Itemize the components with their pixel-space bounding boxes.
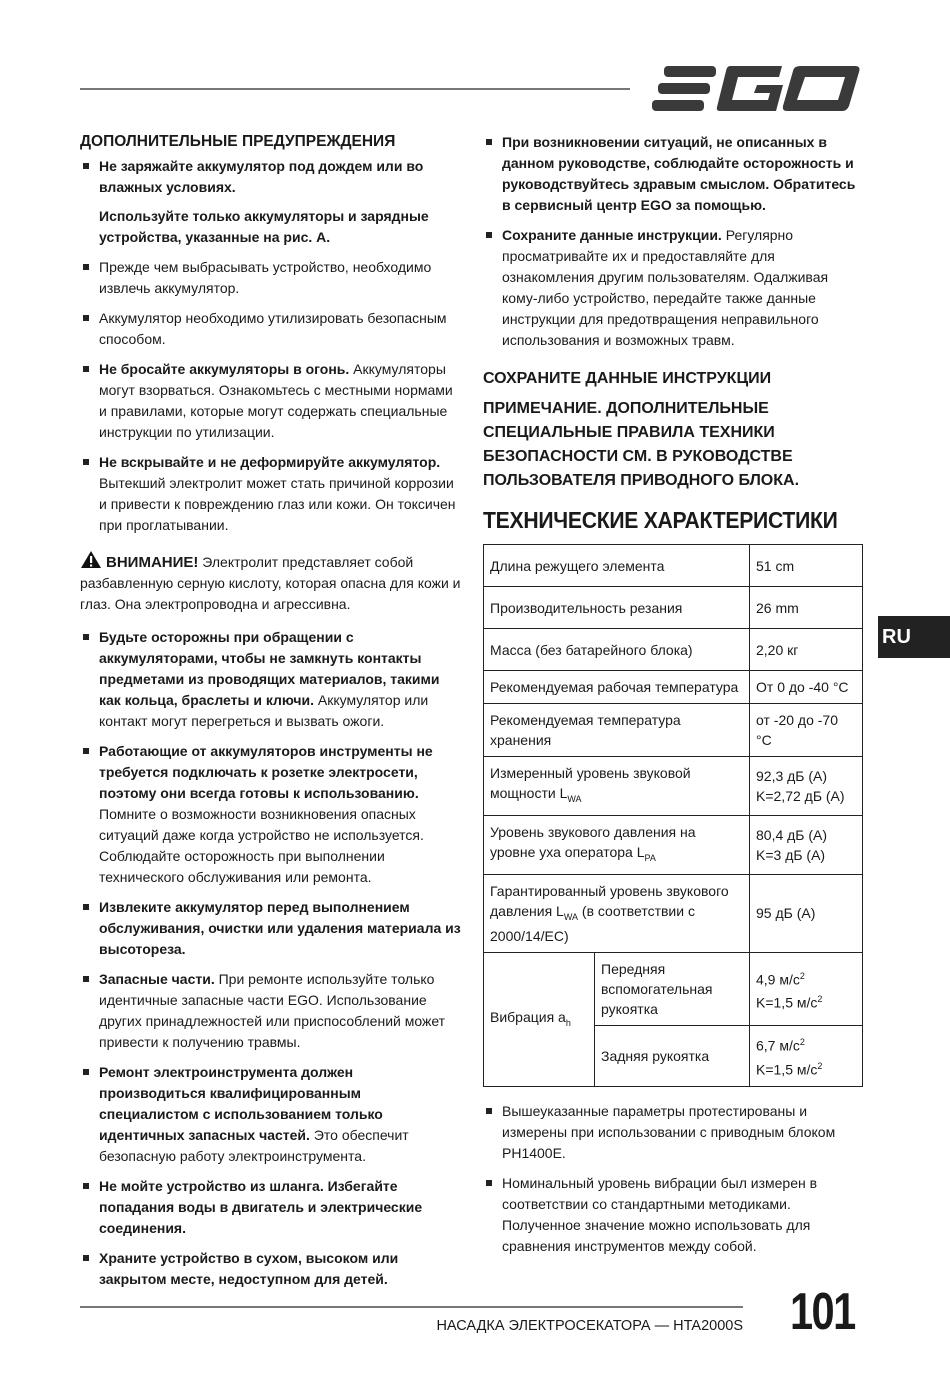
item-text: Аккумулятор необходимо утилизировать безопасным способом.: [99, 310, 447, 347]
bullet-icon: [83, 264, 89, 270]
bullet-icon: [486, 139, 492, 145]
bullet-icon: [83, 976, 89, 982]
bullet-icon: [83, 1255, 89, 1261]
table-row: [484, 587, 863, 629]
spec-value: [750, 757, 863, 816]
spec-label: [484, 757, 750, 816]
list-item: [483, 1101, 863, 1164]
item-text: Аккумуляторы могут взорваться. Ознакомьтесь с местными нормами и правилами, которые могут содержать специальные инструкции по утилизации.: [99, 361, 453, 440]
spec-value-line: 4,9 м/с: [756, 971, 800, 988]
bullet-icon: [83, 366, 89, 372]
spec-superscript: 2: [817, 994, 823, 1005]
spec-label: Масса (без батарейного блока): [484, 629, 750, 671]
notes-list: [483, 1101, 863, 1257]
item-bold: Не вскрывайте и не деформируйте аккумулятор.: [99, 454, 441, 470]
item-text: При ремонте используйте только идентичные запасные части EGO. Использование других принадлежностей или приспособлений может привести к получению травмы.: [99, 971, 446, 1050]
item-bold: Запасные части.: [99, 971, 215, 987]
section-heading: ДОПОЛНИТЕЛЬНЫЕ ПРЕДУПРЕЖДЕНИЯ: [80, 133, 396, 150]
bullet-icon: [83, 634, 89, 640]
footer-title: НАСАДКА ЭЛЕКТРОСЕКАТОРА — HTA2000S: [436, 1318, 743, 1334]
item-bold: Не мойте устройство из шланга. Избегайте попадания воды в двигатель и электрические соединения.: [99, 1178, 423, 1236]
table-row: [484, 629, 863, 671]
list-item: [80, 308, 463, 350]
header-rule: [80, 88, 630, 90]
spec-label-text: (в соответствии с 2000/14/EC): [490, 902, 695, 945]
spec-label-text: Вибрация a: [490, 1008, 566, 1025]
spec-label: Рекомендуемая рабочая температура: [484, 671, 750, 704]
item-bold: Используйте только аккумуляторы и зарядные устройства, указанные на рис. A.: [99, 208, 429, 245]
spec-value-line: K=1,5 м/с: [756, 1061, 818, 1078]
save-instructions-title: СОХРАНИТЕ ДАННЫЕ ИНСТРУКЦИИ: [483, 370, 772, 387]
item-text: Вытекший электролит может стать причиной коррозии и привести к повреждению глаз или кожи. Он токсичен при проглатывании.: [99, 475, 456, 533]
item-bold: Будьте осторожны при обращении с аккумуляторами, чтобы не замкнуть контакты предметами из проводящих материалов, такими как кольца, браслеты и ключи.: [99, 629, 440, 708]
table-row: [484, 671, 863, 704]
spec-label-text: Измеренный уровень звуковой мощности L: [490, 765, 691, 801]
list-item: [483, 132, 863, 216]
bullet-icon: [486, 1180, 492, 1186]
spec-value: 2,20 кг: [750, 629, 863, 671]
list-item: [80, 969, 463, 1053]
list-item: [80, 452, 463, 536]
bullet-icon: [83, 904, 89, 910]
item-text: Номинальный уровень вибрации был измерен в соответствии со стандартными методиками. Полученное значение можно использовать для сравнения инструментов между собой.: [502, 1174, 818, 1254]
warning-block: [80, 550, 463, 615]
bullet-icon: [83, 1069, 89, 1075]
spec-value: 95 дБ (A): [750, 874, 863, 953]
warning-text: Электролит представляет собой разбавленную серную кислоту, которая опасна для кожи и глаз. Она электропроводна и агрессивна.: [80, 554, 461, 612]
spec-value: 26 mm: [750, 587, 863, 629]
list-item: [80, 1062, 463, 1167]
left-column: [80, 132, 463, 1299]
list-item: [80, 1176, 463, 1239]
warning-triangle-icon: [80, 550, 102, 569]
bullet-icon: [83, 459, 89, 465]
item-bold: Ремонт электроинструмента должен производиться квалифицированным специалистом с использованием только идентичных запасных частей.: [99, 1064, 383, 1143]
ego-logo: [652, 64, 862, 114]
spec-sublabel: Передняя вспомогательная рукоятка: [595, 953, 750, 1026]
spec-value-line: 80,4 дБ (A): [756, 826, 828, 843]
item-bold: Работающие от аккумуляторов инструменты не требуется подключать к розетке электросети, поэтому они всегда готовы к использованию.: [99, 743, 433, 801]
bullet-icon: [486, 1108, 492, 1114]
table-row: [484, 757, 863, 816]
spec-label: Рекомендуемая температура хранения: [484, 704, 750, 757]
spec-value-line: 92,3 дБ (A): [756, 767, 828, 784]
note-text: ПРИМЕЧАНИЕ. ДОПОЛНИТЕЛЬНЫЕ СПЕЦИАЛЬНЫЕ ПРАВИЛА ТЕХНИКИ БЕЗОПАСНОСТИ СМ. В РУКОВОДСТВЕ ПОЛЬЗОВАТЕЛЯ ПРИВОДНОГО БЛОКА.: [483, 400, 800, 489]
spec-subscript: WA: [563, 911, 579, 922]
warning-label: ВНИМАНИЕ!: [106, 554, 199, 571]
list-item: [80, 257, 463, 299]
bullet-icon: [83, 748, 89, 754]
spec-label: [484, 874, 750, 953]
spec-value: 51 cm: [750, 545, 863, 587]
spec-subscript: WA: [567, 793, 582, 804]
item-text: Это обеспечит безопасную работу электроинструмента.: [99, 1127, 409, 1164]
item-bold: Сохраните данные инструкции.: [502, 227, 722, 243]
table-row: [484, 953, 863, 1026]
spec-subscript: PA: [644, 852, 656, 863]
bullet-icon: [83, 163, 89, 169]
spec-label: Длина режущего элемента: [484, 545, 750, 587]
table-row: [484, 874, 863, 953]
spec-superscript: 2: [817, 1061, 823, 1072]
language-tab: RU: [878, 616, 950, 658]
list-item: [483, 1173, 863, 1257]
item-bold: Не бросайте аккумуляторы в огонь.: [99, 361, 350, 377]
table-row: [484, 545, 863, 587]
specs-title: ТЕХНИЧЕСКИЕ ХАРАКТЕРИСТИКИ: [483, 507, 838, 533]
item-bold: Извлеките аккумулятор перед выполнением обслуживания, очистки или удаления материала из высотореза.: [99, 899, 461, 957]
spec-superscript: 2: [799, 970, 805, 981]
item-text: Аккумулятор или контакт могут перегреться и вызвать ожоги.: [99, 692, 429, 729]
spec-sublabel: Задняя рукоятка: [595, 1026, 750, 1086]
spec-label-text: Уровень звукового давления на уровне уха оператора L: [490, 823, 696, 860]
list-item: [80, 1248, 463, 1290]
spec-value-line: K=2,72 дБ (A): [756, 787, 845, 804]
spec-value-line: K=3 дБ (A): [756, 846, 826, 863]
spec-superscript: 2: [799, 1037, 805, 1048]
list-item: [80, 741, 463, 888]
right-column: [483, 132, 863, 1266]
spec-value: [750, 1026, 863, 1086]
bullet-icon: [83, 315, 89, 321]
specs-table: [483, 544, 863, 1087]
spec-label: Производительность резания: [484, 587, 750, 629]
footer-rule: [80, 1306, 743, 1308]
list-item: [80, 897, 463, 960]
bullet-icon: [83, 1183, 89, 1189]
item-text: Вышеуказанные параметры протестированы и измерены при использовании с приводным блоком PH1400E.: [502, 1102, 836, 1161]
bullet-icon: [486, 232, 492, 238]
list-item: [80, 359, 463, 443]
spec-value: От 0 до -40 °C: [750, 671, 863, 704]
list-item: [80, 156, 463, 248]
spec-label: [484, 953, 595, 1086]
spec-value-line: K=1,5 м/с: [756, 995, 818, 1012]
item-text: Помните о возможности возникновения опасных ситуаций даже когда устройство не используется. Соблюдайте осторожность при выполнении технического обслуживания или ремонта.: [99, 806, 424, 885]
item-bold: Не заряжайте аккумулятор под дождем или во влажных условиях.: [99, 158, 424, 195]
spec-subscript: h: [565, 1017, 571, 1028]
table-row: [484, 704, 863, 757]
list-item: [483, 225, 863, 351]
spec-value: от -20 до -70 °C: [750, 704, 863, 757]
table-row: [484, 815, 863, 874]
item-bold: При возникновении ситуаций, не описанных в данном руководстве, соблюдайте осторожность и руководствуйтесь здравым смыслом. Обратитесь в сервисный центр EGO за помощью.: [502, 134, 856, 213]
page-number: 101: [790, 1283, 855, 1341]
item-text: Регулярно просматривайте их и предоставляйте для ознакомления другим пользователям. Одалживая кому-либо устройство, передайте также данные инструкции для предотвращения неправильного использования и возможных травм.: [502, 227, 829, 348]
spec-label: [484, 815, 750, 874]
spec-value: [750, 953, 863, 1026]
list-item: [80, 627, 463, 732]
item-bold: Храните устройство в сухом, высоком или закрытом месте, недоступном для детей.: [99, 1250, 399, 1287]
spec-value-line: 6,7 м/с: [756, 1038, 800, 1055]
item-text: Прежде чем выбрасывать устройство, необходимо извлечь аккумулятор.: [99, 259, 432, 296]
spec-value: [750, 815, 863, 874]
spec-label-text: Гарантированный уровень звукового давления L: [490, 882, 729, 919]
